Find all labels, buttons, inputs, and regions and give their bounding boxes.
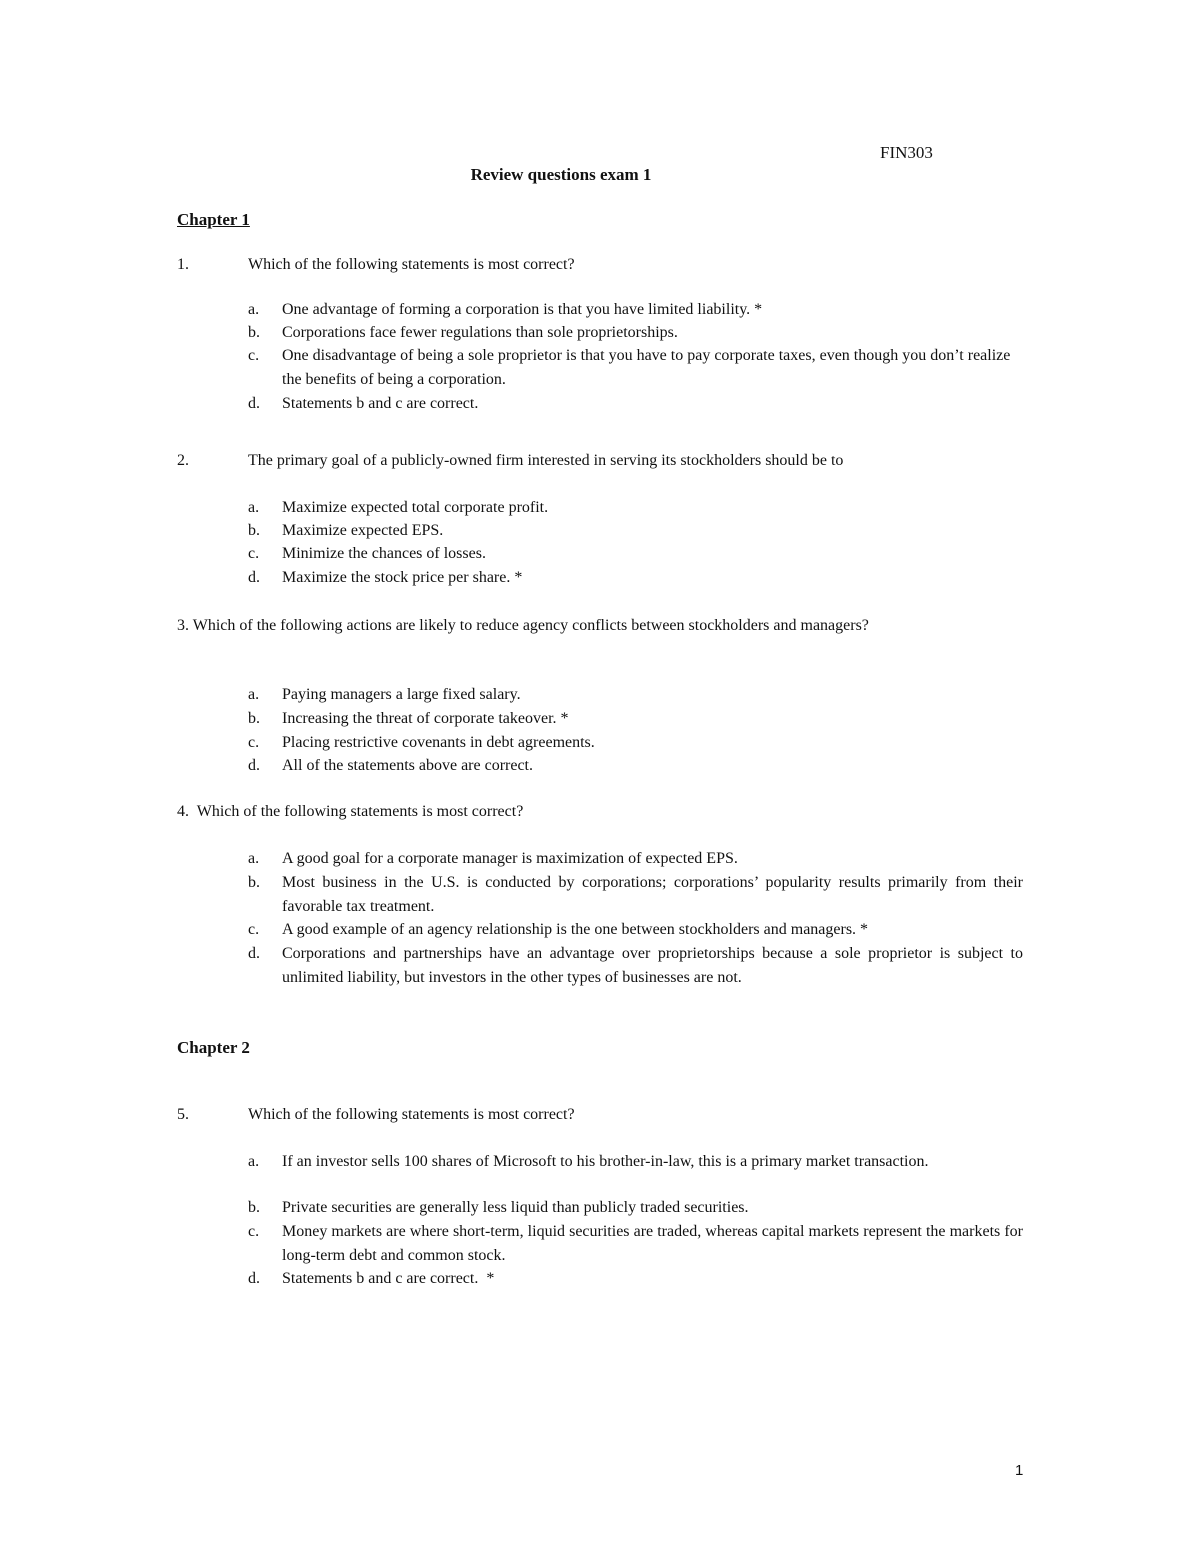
- q1-option-b-letter: b.: [248, 324, 260, 341]
- q3-option-c-text: Placing restrictive covenants in debt agreements.: [282, 734, 595, 751]
- q3-option-c-letter: c.: [248, 734, 260, 751]
- q2-option-c-letter: c.: [248, 545, 260, 562]
- q4-option-a-text: A good goal for a corporate manager is maximization of expected EPS.: [282, 850, 738, 867]
- q5-option-b-text: Private securities are generally less liquid than publicly traded securities.: [282, 1199, 749, 1216]
- q4-option-d-letter: d.: [248, 945, 260, 962]
- question-5-text: Which of the following statements is most correct?: [248, 1106, 575, 1123]
- q5-option-c-letter: c.: [248, 1223, 260, 1240]
- q4-option-b-letter: b.: [248, 874, 260, 891]
- q5-option-b-letter: b.: [248, 1199, 260, 1216]
- q3-option-a-letter: a.: [248, 686, 260, 703]
- page-number: 1: [1015, 1462, 1024, 1479]
- q2-option-a-letter: a.: [248, 499, 260, 516]
- chapter-2-heading: Chapter 2: [177, 1038, 250, 1057]
- q1-option-a-text: One advantage of forming a corporation is that you have limited liability. *: [282, 301, 763, 318]
- q5-option-d-letter: d.: [248, 1270, 260, 1287]
- q2-option-d-letter: d.: [248, 569, 260, 586]
- q1-option-b-text: Corporations face fewer regulations than sole proprietorships.: [282, 324, 678, 341]
- q1-option-c-letter: c.: [248, 347, 260, 364]
- q1-option-a-letter: a.: [248, 301, 260, 318]
- q4-option-b-text: Most business in the U.S. is conducted by corporations; corporations’ popularity results primarily from their favorable tax treatment.: [282, 874, 1023, 915]
- q2-option-b-text: Maximize expected EPS.: [282, 522, 444, 539]
- question-1-text: Which of the following statements is most correct?: [248, 256, 575, 273]
- question-4-text: 4. Which of the following statements is most correct?: [177, 803, 524, 820]
- question-3-text: 3. Which of the following actions are likely to reduce agency conflicts between stockholders and managers?: [177, 617, 869, 634]
- q2-option-d-text: Maximize the stock price per share. *: [282, 569, 523, 586]
- q3-option-d-letter: d.: [248, 757, 260, 774]
- q2-option-b-letter: b.: [248, 522, 260, 539]
- q5-option-a-letter: a.: [248, 1153, 260, 1170]
- q5-option-c-text: Money markets are where short-term, liquid securities are traded, whereas capital markets represent the markets for long-term debt and common stock.: [282, 1223, 1023, 1264]
- q4-option-a-letter: a.: [248, 850, 260, 867]
- q3-option-b-letter: b.: [248, 710, 260, 727]
- q1-option-d-text: Statements b and c are correct.: [282, 395, 479, 412]
- q4-option-c-letter: c.: [248, 921, 260, 938]
- q2-option-a-text: Maximize expected total corporate profit.: [282, 499, 549, 516]
- q3-option-a-text: Paying managers a large fixed salary.: [282, 686, 521, 703]
- question-2-text: The primary goal of a publicly-owned firm interested in serving its stockholders should be to: [248, 452, 844, 469]
- q3-option-b-text: Increasing the threat of corporate takeover. *: [282, 710, 569, 727]
- q5-option-d-text: Statements b and c are correct. *: [282, 1270, 495, 1287]
- q3-option-d-text: All of the statements above are correct.: [282, 757, 533, 774]
- question-2-number: 2.: [177, 452, 189, 469]
- q4-option-c-text: A good example of an agency relationship is the one between stockholders and managers. *: [282, 921, 869, 938]
- q1-option-d-letter: d.: [248, 395, 260, 412]
- chapter-1-heading: Chapter 1: [177, 210, 250, 229]
- question-1-number: 1.: [177, 256, 189, 273]
- q5-option-a-text: If an investor sells 100 shares of Microsoft to his brother-in-law, this is a primary market transaction.: [282, 1153, 929, 1170]
- q1-option-c-text: One disadvantage of being a sole proprietor is that you have to pay corporate taxes, even though you don’t realize the benefits of being a corporation.: [282, 347, 1011, 388]
- q4-option-d-text: Corporations and partnerships have an advantage over proprietorships because a sole proprietor is subject to unlimited liability, but investors in the other types of businesses are not.: [282, 945, 1023, 986]
- document-title: Review questions exam 1: [470, 165, 652, 184]
- q2-option-c-text: Minimize the chances of losses.: [282, 545, 486, 562]
- course-code: FIN303: [880, 143, 933, 162]
- question-5-number: 5.: [177, 1106, 189, 1123]
